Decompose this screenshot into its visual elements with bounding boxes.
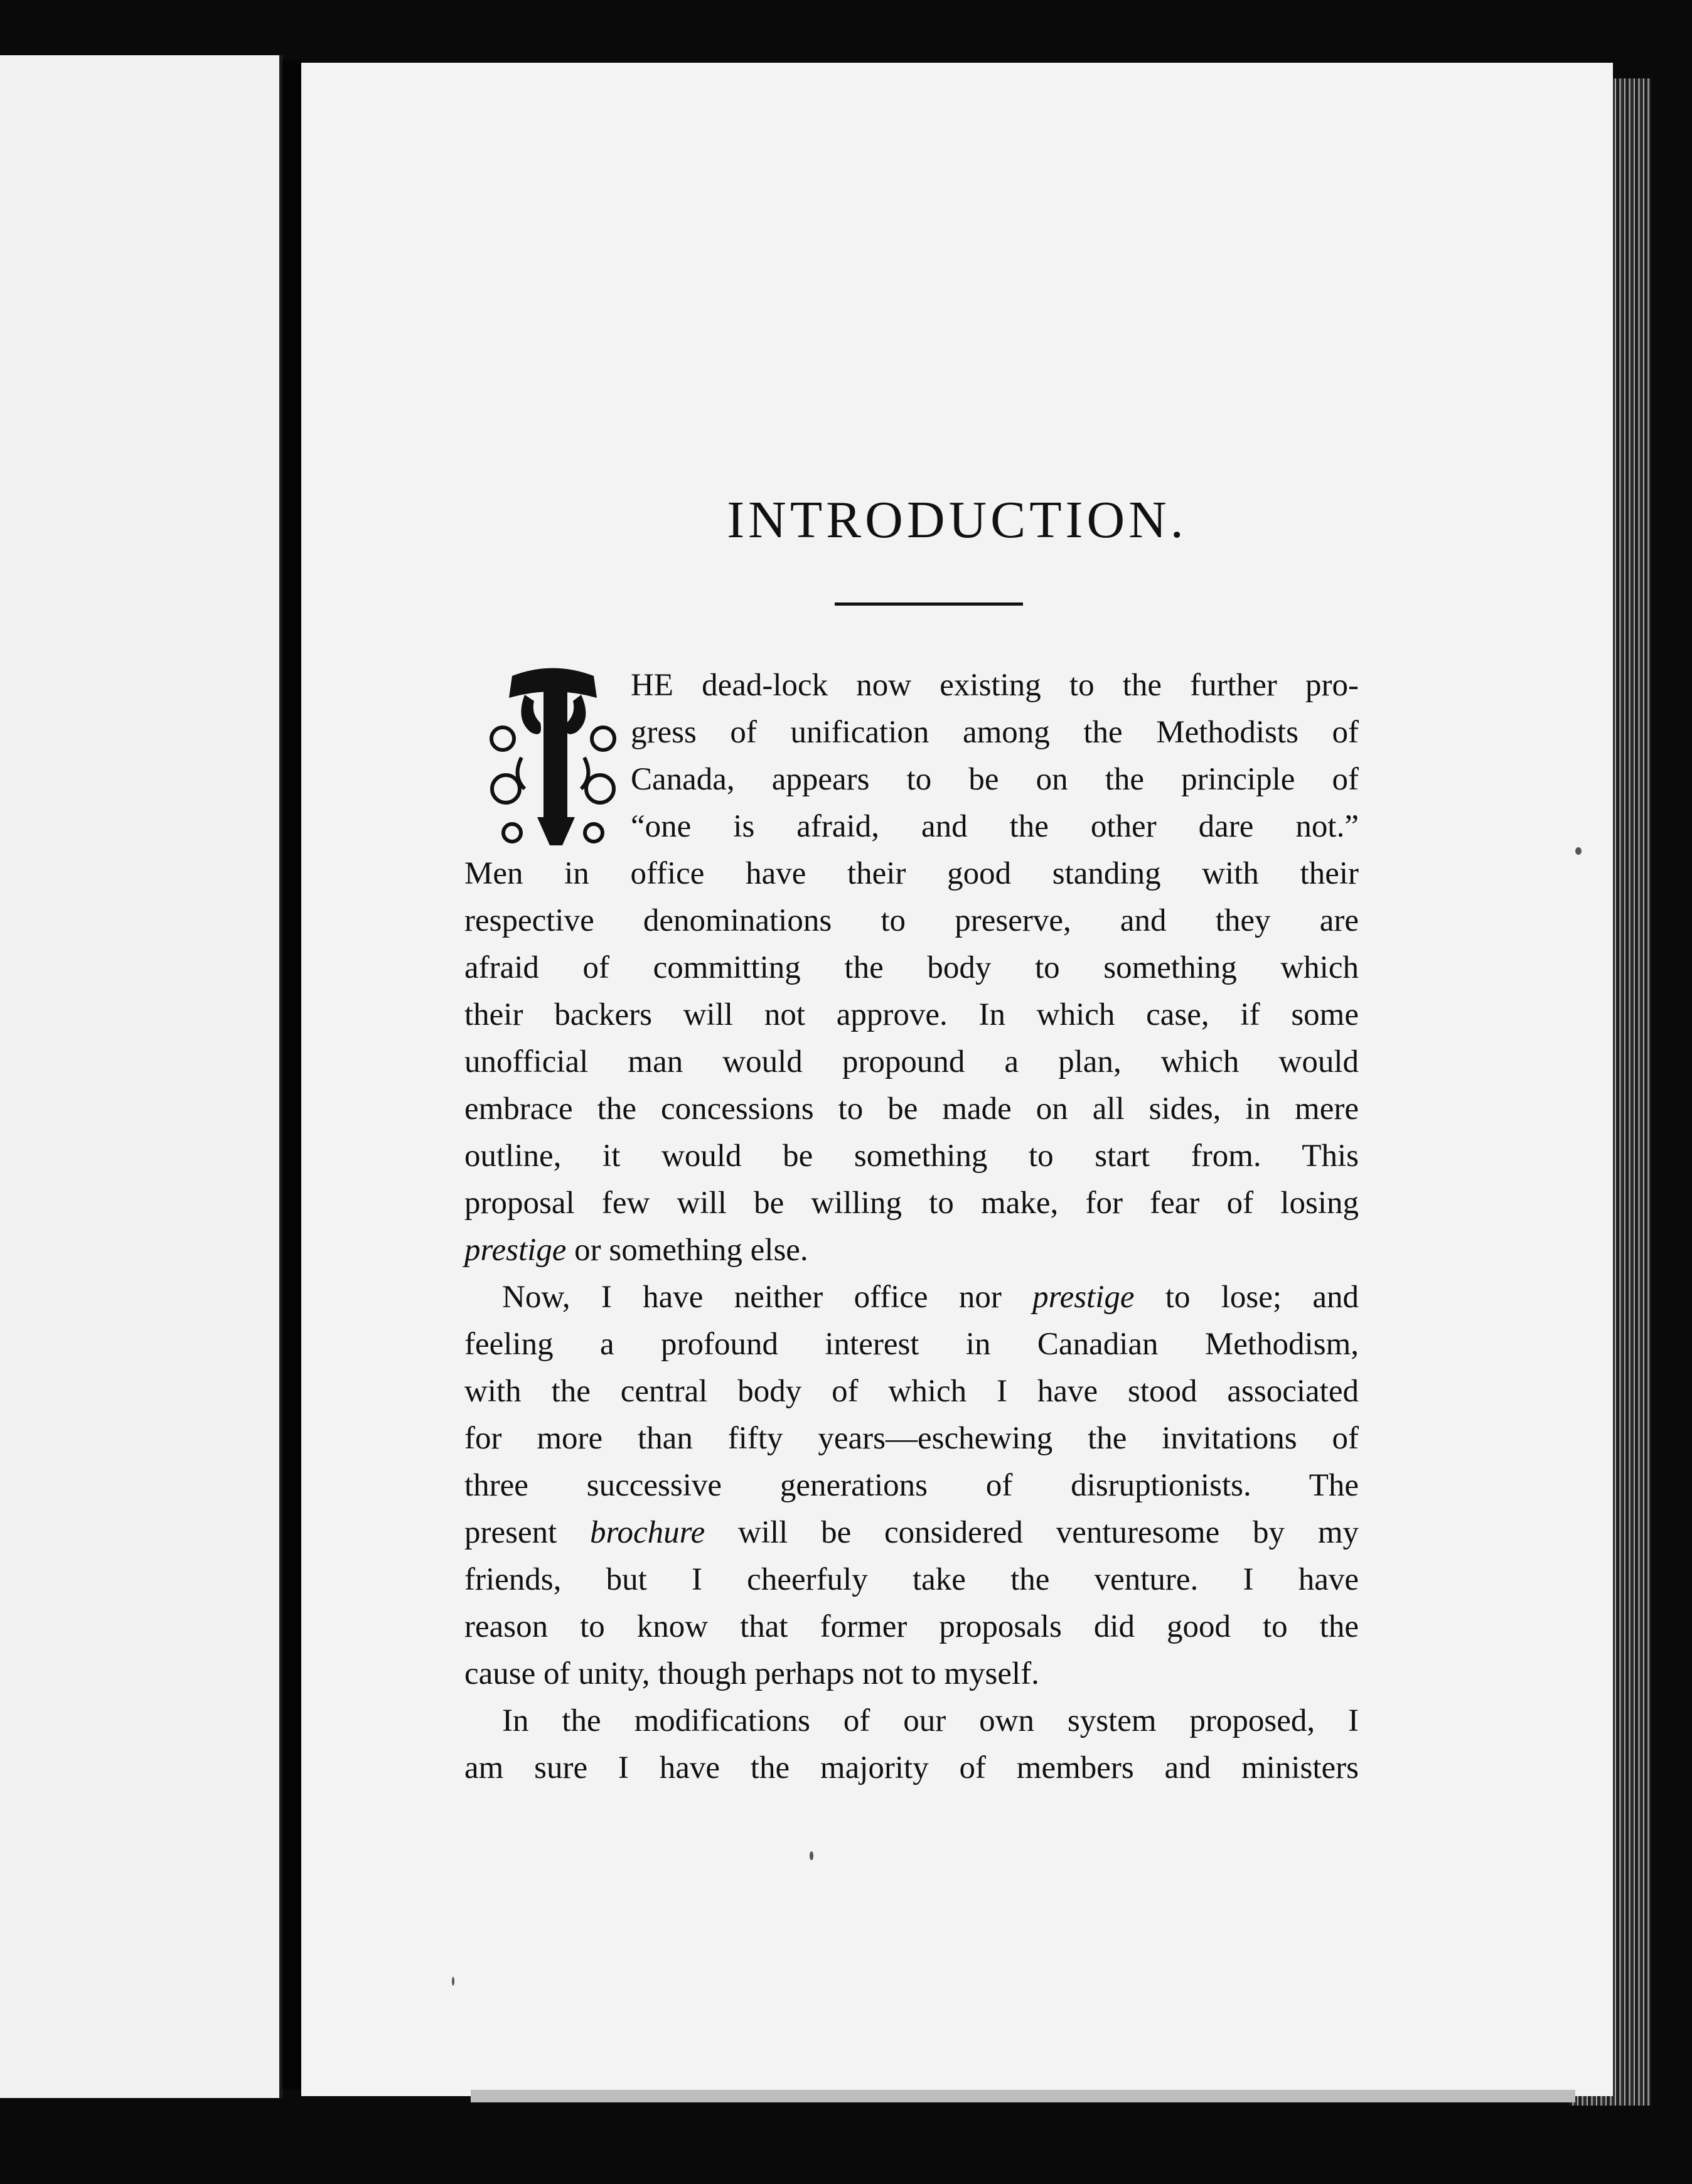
text-line: In the modifications of our own system proposed, I: [502, 1703, 1359, 1738]
text-fragment: Now, I have neither office nor: [502, 1280, 1033, 1315]
text-line: with the central body of which I have stood associated: [464, 1374, 1359, 1409]
text-line: reason to know that former proposals did good to the: [464, 1609, 1359, 1644]
print-speck: [1575, 847, 1582, 855]
text-line: embrace the concessions to be made on all sides, in mere: [464, 1091, 1359, 1127]
text-line: proposal few will be willing to make, for fear of losing: [464, 1186, 1359, 1221]
text-line: gress of unification among the Methodists of: [631, 715, 1359, 750]
text-line: Men in office have their good standing with their: [464, 856, 1359, 891]
text-fragment: to lose; and: [1134, 1280, 1359, 1315]
italic-word: brochure: [590, 1515, 705, 1550]
text-line: their backers will not approve. In which case, if some: [464, 997, 1359, 1032]
text-fragment: present: [464, 1515, 591, 1550]
text-line: Canada, appears to be on the principle of: [631, 762, 1359, 797]
text-line: respective denominations to preserve, and they are: [464, 903, 1359, 938]
text-line: “one is afraid, and the other dare not.”: [631, 809, 1359, 844]
text-line: [464, 1274, 1359, 1321]
text-line: for more than fifty years—eschewing the invitations of: [464, 1421, 1359, 1456]
text-line: [464, 1509, 1359, 1556]
body-text: [464, 662, 1359, 1792]
text-line: three successive generations of disruptionists. The: [464, 1468, 1359, 1503]
text-line: outline, it would be something to start from. This: [464, 1138, 1359, 1174]
paragraph-1: [464, 662, 1359, 850]
text-fragment: or something else.: [566, 1233, 808, 1268]
text-line: [464, 1227, 1359, 1274]
print-speck: [452, 1977, 454, 1986]
title-rule: [835, 602, 1023, 606]
text-fragment: will be considered venturesome by my: [705, 1515, 1359, 1550]
page-edge-margin: [1550, 88, 1575, 2096]
book-gutter: [282, 60, 301, 2090]
left-page: [0, 55, 283, 2098]
text-line: unofficial man would propound a plan, which would: [464, 1044, 1359, 1079]
text-line: cause of unity, though perhaps not to myself.: [464, 1656, 1039, 1691]
paragraph-2: [464, 1274, 1359, 1698]
text-line: afraid of committing the body to something which: [464, 950, 1359, 985]
page-title: INTRODUCTION.: [727, 491, 1187, 549]
print-speck: [810, 1851, 813, 1860]
text-line: HE dead-lock now existing to the further pro-: [631, 668, 1359, 703]
text-line: feeling a profound interest in Canadian Methodism,: [464, 1327, 1359, 1362]
page-bottom-edge: [471, 2090, 1575, 2102]
paragraph-3: [464, 1698, 1359, 1792]
italic-word: prestige: [1032, 1280, 1135, 1315]
italic-word: prestige: [464, 1233, 567, 1268]
text-line: am sure I have the majority of members and ministers: [464, 1750, 1359, 1785]
paragraph-1-cont: [464, 850, 1359, 1274]
text-line: friends, but I cheerfuly take the venture. I have: [464, 1562, 1359, 1597]
